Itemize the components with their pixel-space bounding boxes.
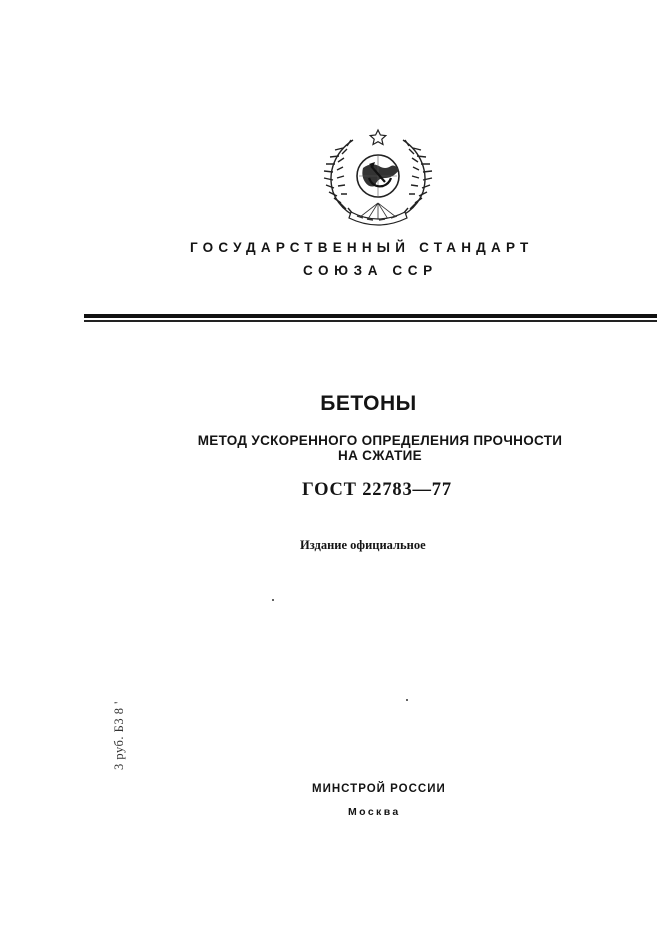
publisher-name: МИНСТРОЙ РОССИИ <box>312 783 446 795</box>
speck-mark <box>406 699 408 701</box>
divider-thick <box>84 314 657 318</box>
subtitle-line-2: НА СЖАТИЕ <box>338 448 422 463</box>
document-title: БЕТОНЫ <box>320 392 417 415</box>
ussr-state-emblem-icon <box>313 128 443 228</box>
speck-mark <box>272 599 274 601</box>
header-ussr: СОЮЗА ССР <box>303 263 438 278</box>
edition-label: Издание официальное <box>300 538 426 552</box>
subtitle-line-1: МЕТОД УСКОРЕННОГО ОПРЕДЕЛЕНИЯ ПРОЧНОСТИ <box>197 433 563 448</box>
header-state-standard: ГОСУДАРСТВЕННЫЙ СТАНДАРТ <box>190 240 534 255</box>
standard-number: ГОСТ 22783—77 <box>302 480 452 500</box>
document-subtitle <box>170 433 590 463</box>
price-note: 3 руб. Б3 8 ' <box>112 701 126 770</box>
divider-thin <box>84 320 657 322</box>
publisher-city: Москва <box>348 806 401 818</box>
